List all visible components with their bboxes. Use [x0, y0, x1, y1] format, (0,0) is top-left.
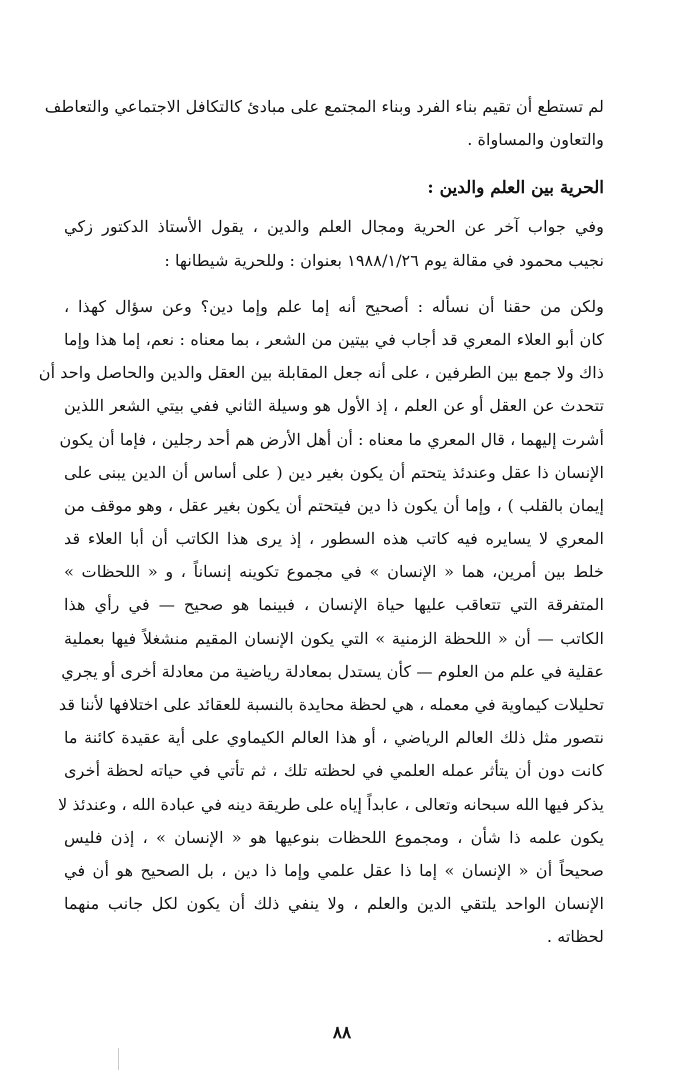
text-line: كان أبو العلاء المعري قد أجاب في بيتين من الشعر ، بما معناه : نعم، إما هذا وإما — [64, 329, 604, 349]
text-line: نتصور مثل ذلك العالم الرياضي ، أو هذا العالم الكيماوي على أية عقيدة كائنة ما — [64, 728, 604, 748]
text-line: المعري لا يسايره فيه كاتب هذه السطور ، إذ يرى هذا الكاتب أن أبا العلاء قد — [64, 529, 604, 549]
text-line: يذكر فيها الله سبحانه وتعالى ، عابداً إياه على طريقة دينه في عبادة الله ، وعندئذ لا — [58, 794, 604, 814]
text-line: تتحدث عن العقل أو عن العلم ، إذ الأول هو وسيلة الثاني ففي بيتي الشعر اللذين — [64, 396, 604, 416]
paragraph-1 — [44, 90, 604, 156]
page-number: ٨٨ — [332, 1023, 352, 1043]
paragraph-2 — [64, 210, 604, 276]
text-line: ذاك ولا جمع بين الطرفين ، على أنه جعل المقابلة بين العقل والدين والحاصل واحد أن — [38, 363, 604, 383]
text-line: المتفرقة التي تتعاقب عليها حياة الإنسان ، فبينما هو صحيح — في رأي هذا — [64, 595, 604, 615]
text-line: وفي جواب آخر عن الحرية ومجال العلم والدين ، يقول الأستاذ الدكتور زكي — [64, 217, 604, 237]
text-line: كانت دون أن يتأثر عمله العلمي في لحظته تلك ، ثم تأتي في حياته لحظة أخرى — [64, 761, 604, 781]
text-line: لحظاته . — [546, 927, 604, 947]
text-line: إيمان بالقلب ) ، وإما أن يكون ذا دين فيتحتم أن يكون بغير عقل ، وهو موقف من — [64, 495, 604, 515]
scan-edge-mark — [118, 1048, 119, 1070]
text-line: ولكن من حقنا أن نسأله : أصحيح أنه إما علم وإما دين؟ وعن سؤال كهذا ، — [64, 296, 604, 316]
text-line: نجيب محمود في مقالة يوم ١٩٨٨/١/٢٦ بعنوان : وللحرية شيطانها : — [164, 250, 604, 270]
text-line: يكون علمه ذا شأن ، ومجموع اللحظات بنوعيها هو « الإنسان » ، إذن فليس — [64, 827, 604, 847]
text-line: خلط بين أمرين، هما « الإنسان » في مجموع تكوينه إنساناً ، و « اللحظات » — [64, 562, 604, 582]
text-line: أشرت إليهما ، قال المعري ما معناه : أن أهل الأرض هم أحد رجلين ، فإما أن يكون — [59, 429, 604, 449]
text-line: عقلية في علم من العلوم — كأن يستدل بمعادلة رياضية من معادلة أخرى أو يجري — [61, 661, 604, 681]
text-line: صحيحاً أن « الإنسان » إما ذا عقل علمي وإما ذا دين ، بل الصحيح هو أن في — [64, 860, 604, 880]
text-line: الكاتب — أن « اللحظة الزمنية » التي يكون الإنسان المقيم منشغلاً فيها بعملية — [64, 628, 604, 648]
section-heading: الحرية بين العلم والدين : — [427, 178, 604, 199]
text-line: الإنسان الواحد يلتقي الدين والعلم ، ولا ينفي ذلك أن يكون لكل جانب منهما — [64, 894, 604, 914]
text-line: الإنسان ذا عقل وعندئذ يتحتم أن يكون بغير دين ( على أساس أن الدين يبنى على — [64, 462, 604, 482]
text-line: تحليلات كيماوية في معمله ، هي لحظة محايدة بالنسبة للعقائد على اختلافها لأننا قد — [58, 695, 604, 714]
page-body — [38, 90, 604, 954]
paragraph-3 — [38, 290, 604, 954]
text-line: لم تستطع أن تقيم بناء الفرد وبناء المجتمع على مبادئ كالتكافل الاجتماعي والتعاطف — [44, 97, 604, 116]
text-line: والتعاون والمساواة . — [467, 130, 604, 150]
